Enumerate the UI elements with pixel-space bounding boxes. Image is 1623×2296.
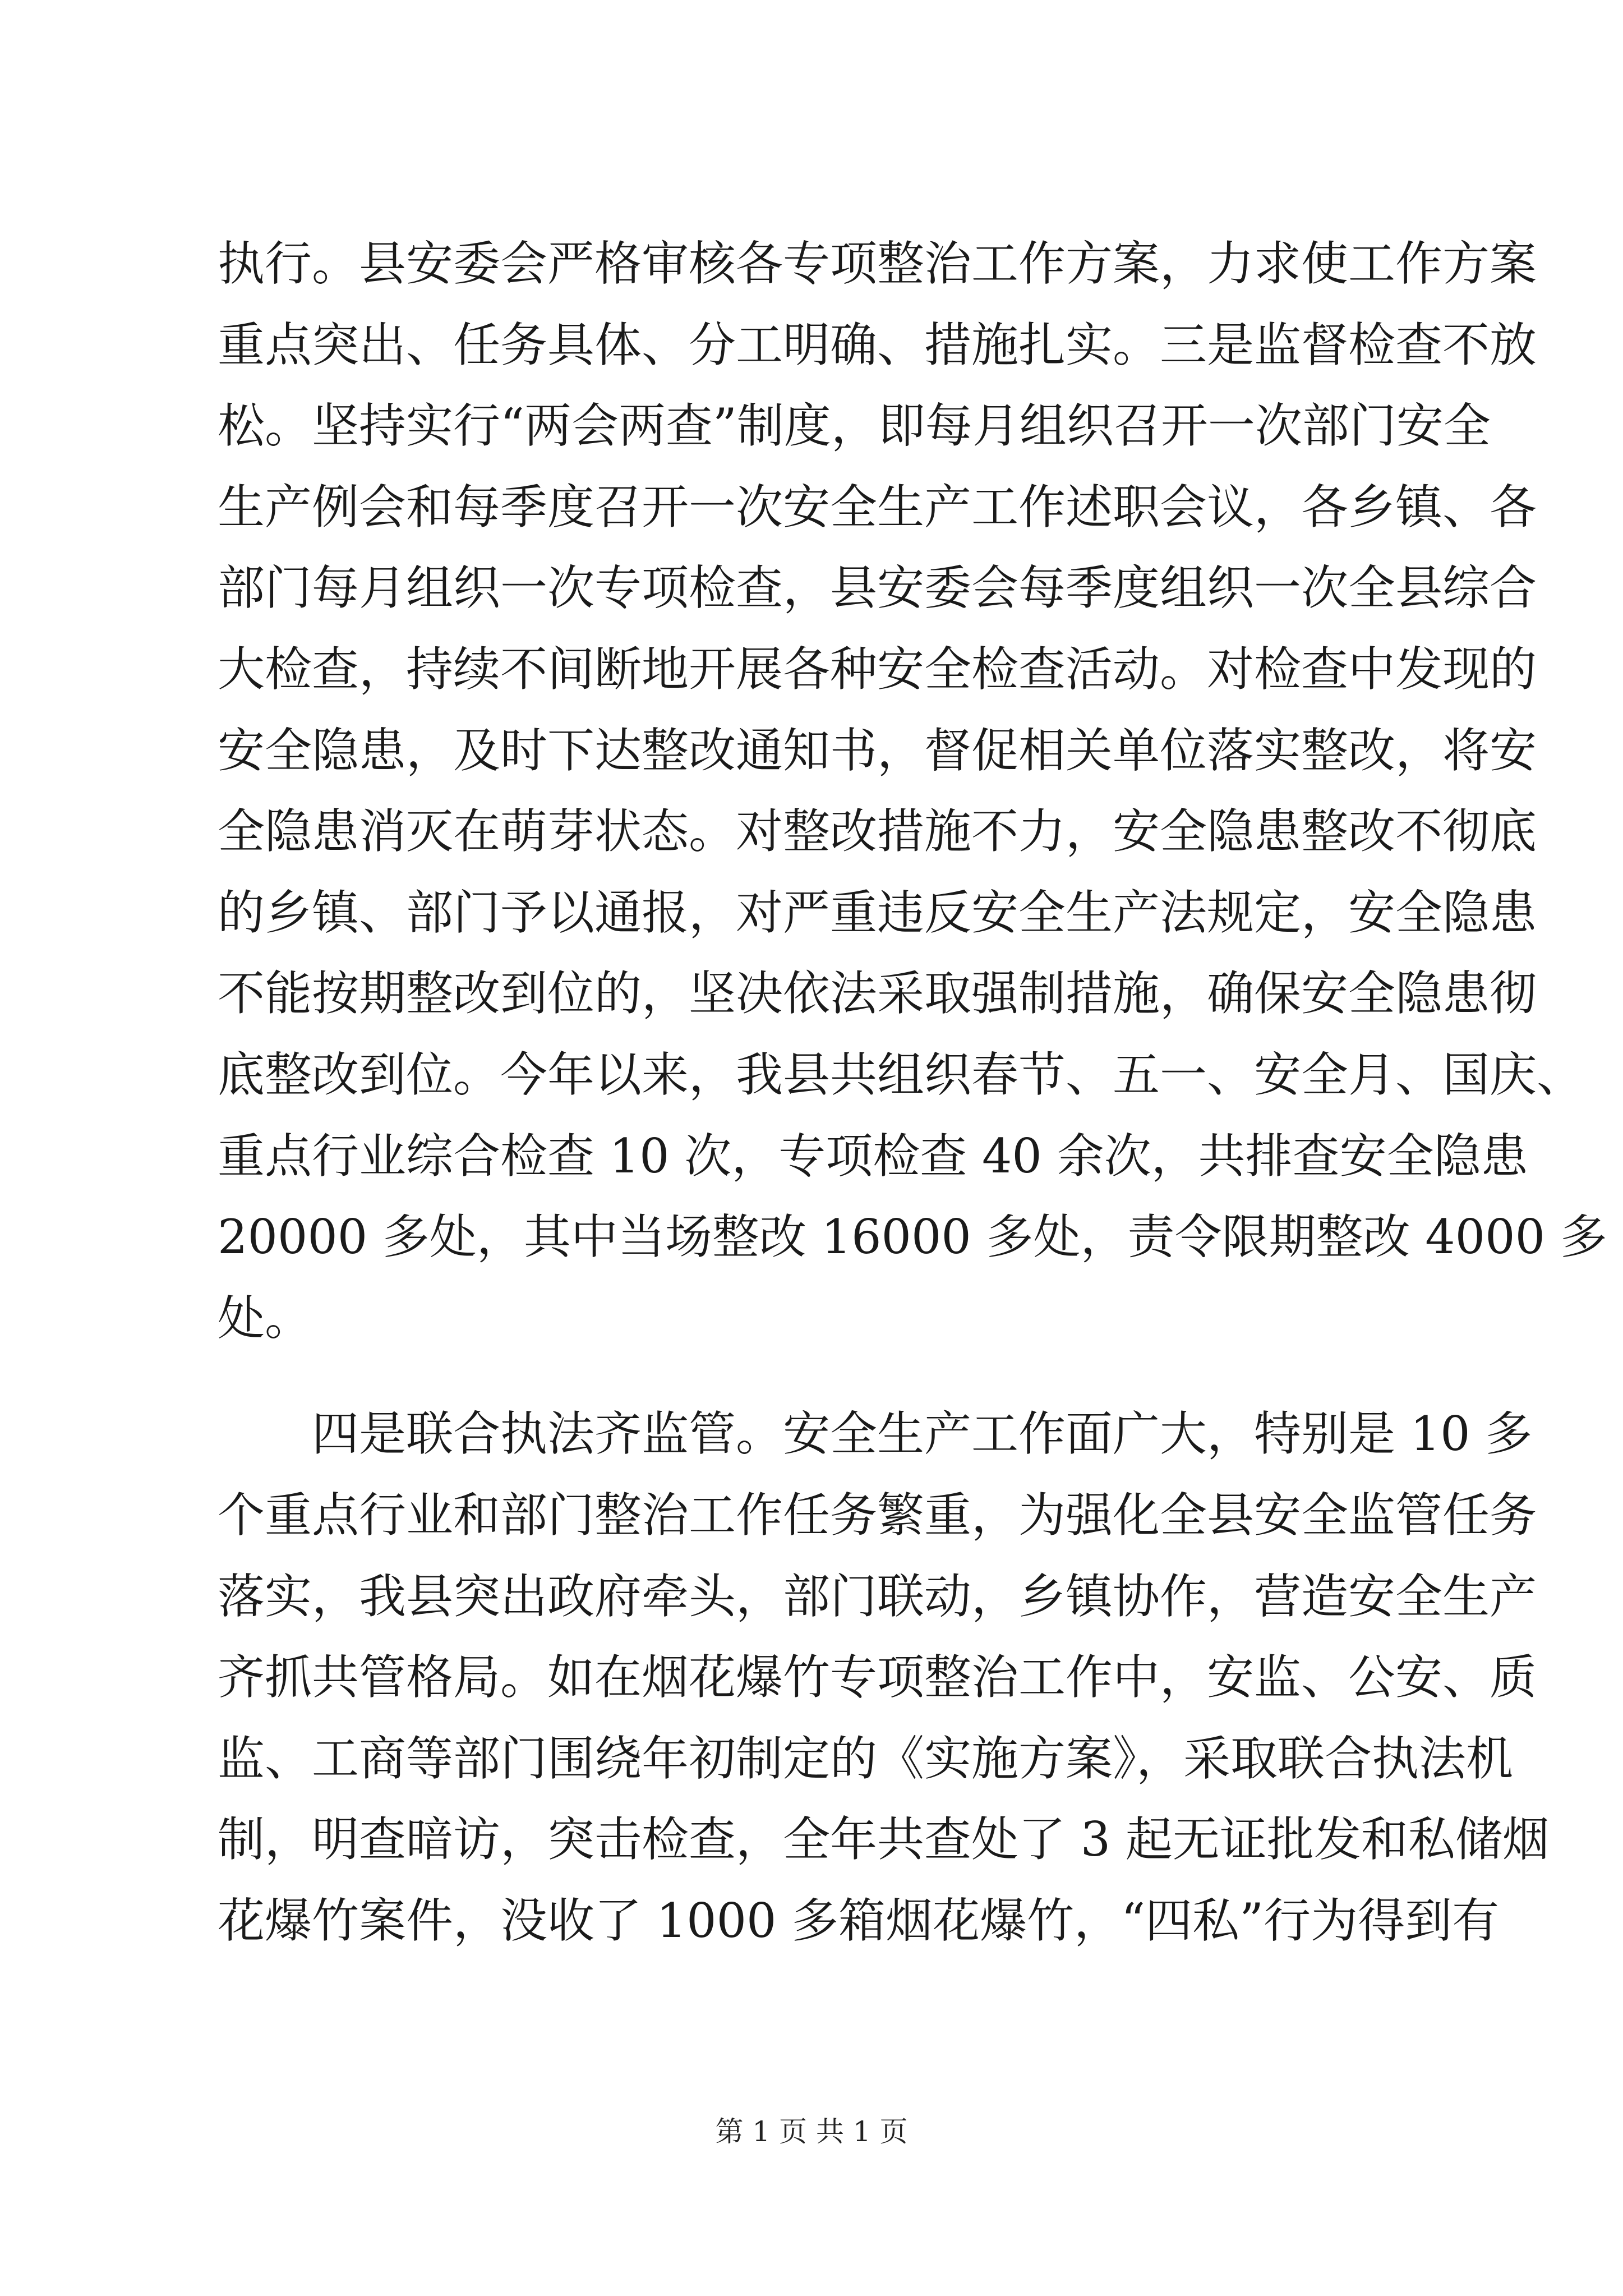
text-line: 执行。县安委会严格审核各专项整治工作方案，力求使工作方案 (218, 236, 1537, 291)
text-line: 重点突出、任务具体、分工明确、措施扎实。三是监督检查不放 (218, 317, 1537, 372)
text-line: 松。坚持实行“两会两查”制度，即每月组织召开一次部门安全 (218, 398, 1491, 454)
text-line: 的乡镇、部门予以通报，对严重违反安全生产法规定，安全隐患 (218, 885, 1537, 940)
text-line: 重点行业综合检查 10 次，专项检查 40 余次，共排查安全隐患 (218, 1128, 1528, 1184)
text-line: 安全隐患，及时下达整改通知书，督促相关单位落实整改，将安 (218, 723, 1537, 778)
text-line: 监、工商等部门围绕年初制定的《实施方案》，采取联合执法机 (218, 1731, 1514, 1786)
text-line: 四是联合执法齐监管。安全生产工作面广大，特别是 10 多 (312, 1406, 1533, 1462)
text-line: 大检查，持续不间断地开展各种安全检查活动。对检查中发现的 (218, 641, 1537, 697)
text-line: 制，明查暗访，突击检查，全年共查处了 3 起无证批发和私储烟 (218, 1812, 1550, 1867)
text-line: 部门每月组织一次专项检查，县安委会每季度组织一次全县综合 (218, 560, 1537, 616)
paragraph-2 (218, 1393, 1550, 1961)
text-line: 处。 (218, 1290, 312, 1346)
text-line: 不能按期整改到位的，坚决依法采取强制措施，确保安全隐患彻 (218, 966, 1537, 1022)
text-line: 花爆竹案件，没收了 1000 多箱烟花爆竹，“四私”行为得到有 (218, 1893, 1500, 1948)
text-line: 落实，我县突出政府牵头，部门联动，乡镇协作，营造安全生产 (218, 1568, 1537, 1624)
page-number-footer: 第 1 页 共 1 页 (715, 2115, 908, 2148)
text-line: 底整改到位。今年以来，我县共组织春节、五一、安全月、国庆、 (218, 1047, 1584, 1102)
text-line: 全隐患消灭在萌芽状态。对整改措施不力，安全隐患整改不彻底 (218, 804, 1537, 859)
text-line: 齐抓共管格局。如在烟花爆竹专项整治工作中，安监、公安、质 (218, 1650, 1537, 1705)
text-line: 20000 多处，其中当场整改 16000 多处，责令限期整改 4000 多 (218, 1209, 1607, 1265)
paragraph-spacer (218, 1359, 1407, 1393)
text-line: 个重点行业和部门整治工作任务繁重，为强化全县安全监管任务 (218, 1487, 1537, 1543)
document-body (218, 223, 1607, 1961)
text-line: 生产例会和每季度召开一次安全生产工作述职会议，各乡镇、各 (218, 479, 1537, 535)
paragraph-1 (218, 223, 1607, 1359)
